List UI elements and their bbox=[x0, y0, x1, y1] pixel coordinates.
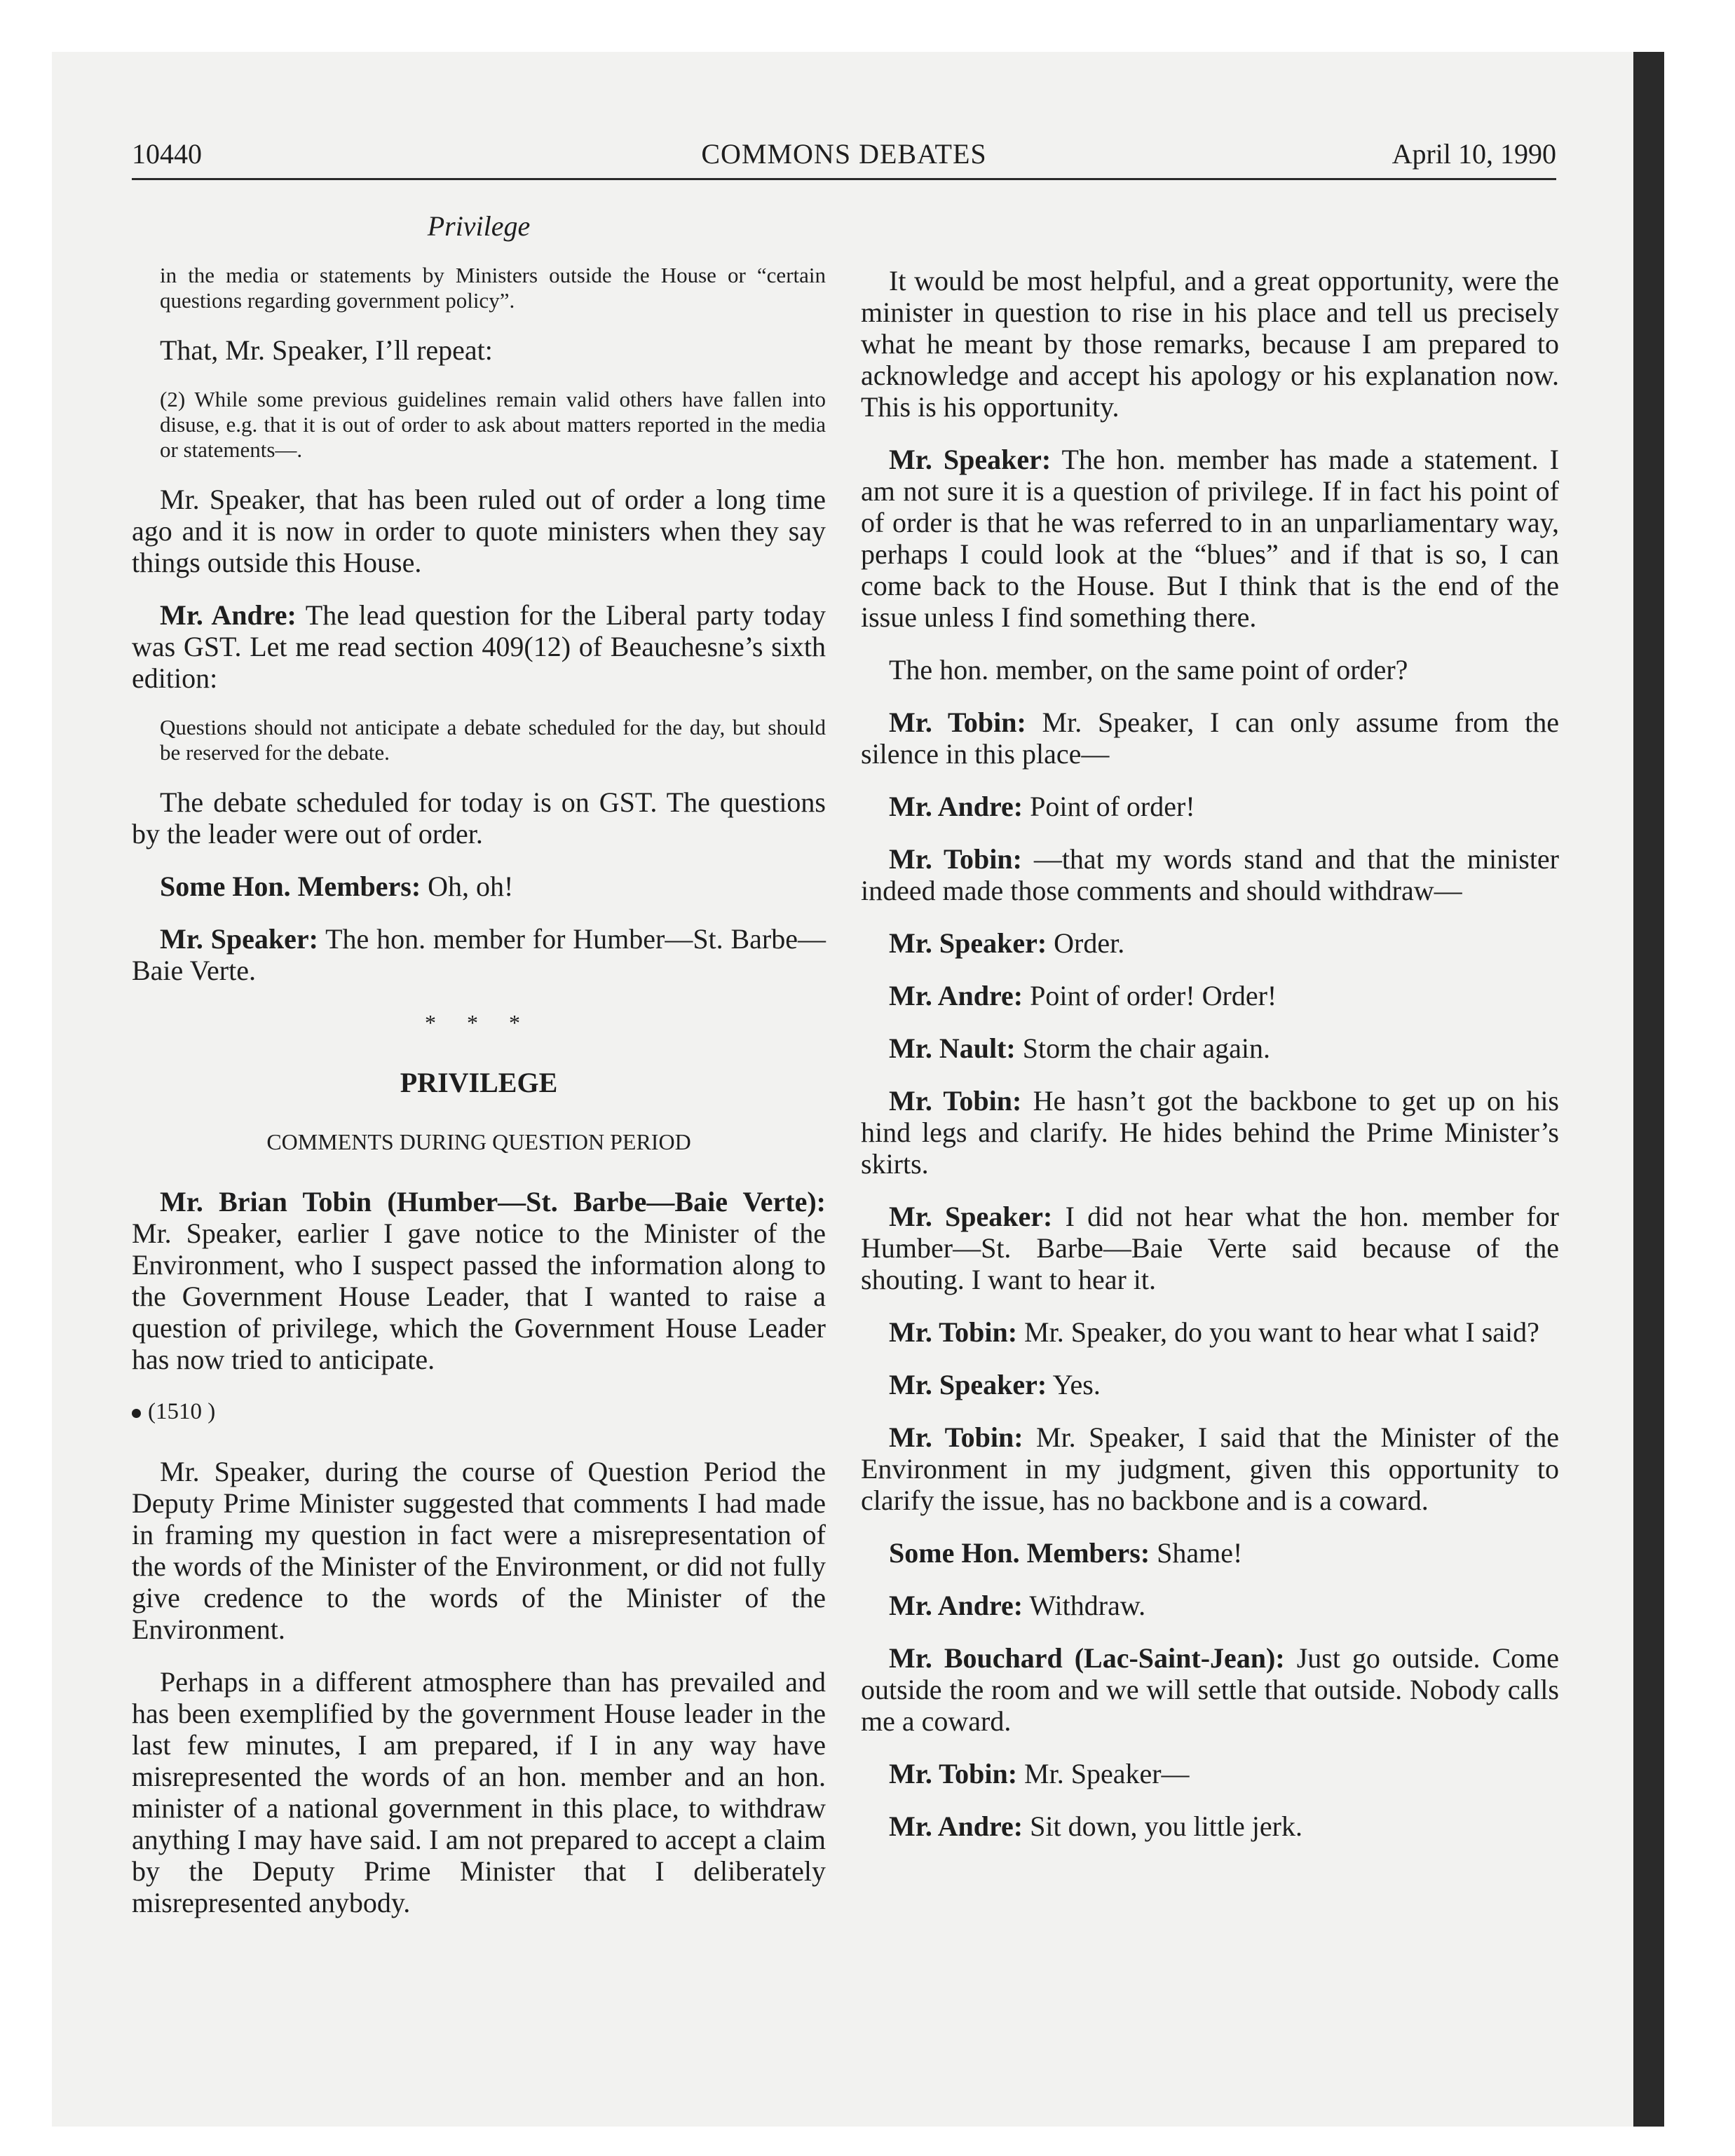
speaker-name: Mr. Andre: bbox=[889, 791, 1023, 822]
speaker-name: Some Hon. Members: bbox=[889, 1537, 1150, 1569]
timestamp-marker bbox=[132, 1396, 826, 1428]
page-number: 10440 bbox=[132, 138, 202, 170]
binding-edge bbox=[1633, 52, 1664, 2127]
speech-text: I did not hear what the hon. member for Humber—St. Barbe—Baie Verte said because of the shouting. I want to hear it. bbox=[861, 1201, 1559, 1295]
paragraph: It would be most helpful, and a great opportunity, were the minister in question to rise in his place and tell us precisely what he meant by those remarks, because I am prepared to acknowledge and accept his apology or his explanation now. This is his opportunity. bbox=[861, 265, 1559, 423]
header-rule bbox=[132, 178, 1556, 180]
speech-andre bbox=[861, 980, 1559, 1011]
speech-nault bbox=[861, 1032, 1559, 1064]
paragraph: The hon. member, on the same point of order? bbox=[889, 654, 1408, 685]
speech-tobin bbox=[132, 1186, 826, 1375]
quoted-text: in the media or statements by Ministers outside the House or “certain questions regarding government policy”. bbox=[160, 263, 826, 313]
speech-text: Withdraw. bbox=[1023, 1590, 1146, 1621]
publication-title: COMMONS DEBATES bbox=[701, 138, 987, 170]
speech-text: The hon. member has made a statement. I am not sure it is a question of privilege. If in fact his point of of order is that he was referred to in an unparliamentary way, perhaps I could look at the “blues” and if that is so, I can come back to the House. But I think that is the end of the issue unless I find something there. bbox=[861, 444, 1560, 633]
speech-text: Point of order! bbox=[1023, 791, 1195, 822]
speaker-name: Mr. Tobin: bbox=[889, 1421, 1023, 1453]
speech-text: Just go outside. Come outside the room and we will settle that outside. Nobody calls me a coward. bbox=[861, 1642, 1559, 1737]
speaker-name: Mr. Speaker: bbox=[889, 1369, 1047, 1400]
speech-text: Oh, oh! bbox=[421, 871, 514, 902]
timestamp-text: (1510 ) bbox=[148, 1399, 216, 1424]
bullet-icon bbox=[132, 1409, 141, 1418]
speaker-name: Mr. Tobin: bbox=[889, 1758, 1018, 1789]
page-header bbox=[132, 137, 1556, 179]
speech-text: Sit down, you little jerk. bbox=[1023, 1810, 1302, 1842]
speaker-name: Mr. Speaker: bbox=[160, 923, 318, 955]
speaker-name: Mr. Tobin: bbox=[889, 843, 1022, 875]
speech-members bbox=[861, 1537, 1559, 1569]
speaker-name: Mr. Nault: bbox=[889, 1032, 1016, 1064]
speech-andre bbox=[861, 1810, 1559, 1842]
speech-text: Mr. Speaker, I can only assume from the silence in this place— bbox=[861, 707, 1559, 770]
speaker-name: Mr. Speaker: bbox=[889, 444, 1052, 475]
speech-text: Point of order! Order! bbox=[1023, 980, 1277, 1011]
speaker-name: Mr. Andre: bbox=[889, 1590, 1023, 1621]
speech-tobin bbox=[861, 1085, 1559, 1180]
speech-speaker bbox=[861, 1369, 1559, 1400]
quoted-text: Questions should not anticipate a debate scheduled for the day, but should be reserved for the debate. bbox=[160, 715, 826, 765]
right-column bbox=[861, 265, 1559, 1863]
speech-text: The lead question for the Liberal party today was GST. Let me read section 409(12) of Beauchesne’s sixth edition: bbox=[132, 599, 826, 694]
speech-tobin bbox=[861, 1316, 1559, 1348]
speech-andre bbox=[861, 791, 1559, 822]
section-subheading: COMMENTS DURING QUESTION PERIOD bbox=[266, 1129, 691, 1154]
section-separator: * * * bbox=[425, 1010, 533, 1035]
speech-text: The hon. member for Humber—St. Barbe—Baie Verte. bbox=[132, 923, 826, 986]
speaker-name: Mr. Speaker: bbox=[889, 1201, 1053, 1232]
speech-tobin bbox=[861, 1421, 1559, 1516]
speaker-name: Mr. Tobin: bbox=[889, 1085, 1022, 1117]
paragraph: Mr. Speaker, that has been ruled out of order a long time ago and it is now in order to quote ministers when they say things outside this House. bbox=[132, 484, 826, 578]
speech-speaker bbox=[861, 927, 1559, 959]
speech-andre bbox=[132, 599, 826, 694]
speaker-name: Some Hon. Members: bbox=[160, 871, 421, 902]
speaker-name: Mr. Andre: bbox=[889, 1810, 1023, 1842]
speech-text: Shame! bbox=[1150, 1537, 1243, 1569]
speaker-name: Mr. Brian Tobin (Humber—St. Barbe—Baie Verte): bbox=[160, 1186, 826, 1217]
section-heading: PRIVILEGE bbox=[400, 1067, 558, 1098]
speech-text: Mr. Speaker, I said that the Minister of the Environment in my judgment, given this opportunity to clarify the issue, has no backbone and is a coward. bbox=[861, 1421, 1560, 1516]
running-head: Privilege bbox=[427, 210, 531, 242]
speaker-name: Mr. Bouchard (Lac-Saint-Jean): bbox=[889, 1642, 1285, 1674]
speech-text: Mr. Speaker, earlier I gave notice to the Minister of the Environment, who I suspect passed the information along to the Government House Leader, that I wanted to raise a question of privilege, which the Government House Leader has now tried to anticipate. bbox=[132, 1217, 826, 1375]
paragraph: Perhaps in a different atmosphere than has prevailed and has been exemplified by the government House leader in the last few minutes, I am prepared, if I in any way have misrepresented the words of an hon. member and an hon. minister of a national government in this place, to withdraw anything I may have said. I am not prepared to accept a claim by the Deputy Prime Minister that I deliberately misrepresented anybody. bbox=[132, 1666, 826, 1918]
speech-andre bbox=[861, 1590, 1559, 1621]
speech-speaker bbox=[861, 444, 1559, 633]
speech-text: Mr. Speaker— bbox=[1017, 1758, 1190, 1789]
speaker-name: Mr. Andre: bbox=[889, 980, 1023, 1011]
speech-bouchard bbox=[861, 1642, 1559, 1737]
speech-tobin bbox=[861, 843, 1559, 906]
speech-text: Storm the chair again. bbox=[1015, 1032, 1270, 1064]
publication-date: April 10, 1990 bbox=[1392, 138, 1556, 170]
speaker-name: Mr. Tobin: bbox=[889, 1316, 1018, 1348]
paragraph: Mr. Speaker, during the course of Question Period the Deputy Prime Minister suggested that comments I had made in framing my question in fact were a misrepresentation of the words of the Minister of the Environment, or did not fully give credence to the words of the Minister of the Environment. bbox=[132, 1456, 826, 1645]
left-column bbox=[132, 210, 826, 1939]
speech-text: Yes. bbox=[1047, 1369, 1101, 1400]
speech-members bbox=[132, 871, 826, 902]
speech-text: —that my words stand and that the minister indeed made those comments and should withdraw— bbox=[861, 843, 1560, 906]
speech-text: He hasn’t got the backbone to get up on his hind legs and clarify. He hides behind the Prime Minister’s skirts. bbox=[861, 1085, 1560, 1180]
speech-speaker bbox=[861, 1201, 1559, 1295]
quoted-text: (2) While some previous guidelines remain valid others have fallen into disuse, e.g. that it is out of order to ask about matters reported in the media or statements—. bbox=[160, 387, 826, 462]
paragraph: That, Mr. Speaker, I’ll repeat: bbox=[160, 334, 493, 366]
speech-text: Order. bbox=[1047, 927, 1125, 959]
speech-tobin bbox=[861, 1758, 1559, 1789]
speech-text: Mr. Speaker, do you want to hear what I said? bbox=[1017, 1316, 1539, 1348]
speaker-name: Mr. Andre: bbox=[160, 599, 297, 631]
speech-speaker bbox=[132, 923, 826, 986]
speaker-name: Mr. Speaker: bbox=[889, 927, 1047, 959]
speech-tobin bbox=[861, 707, 1559, 770]
speaker-name: Mr. Tobin: bbox=[889, 707, 1026, 738]
paragraph: The debate scheduled for today is on GST. The questions by the leader were out of order. bbox=[132, 786, 826, 850]
